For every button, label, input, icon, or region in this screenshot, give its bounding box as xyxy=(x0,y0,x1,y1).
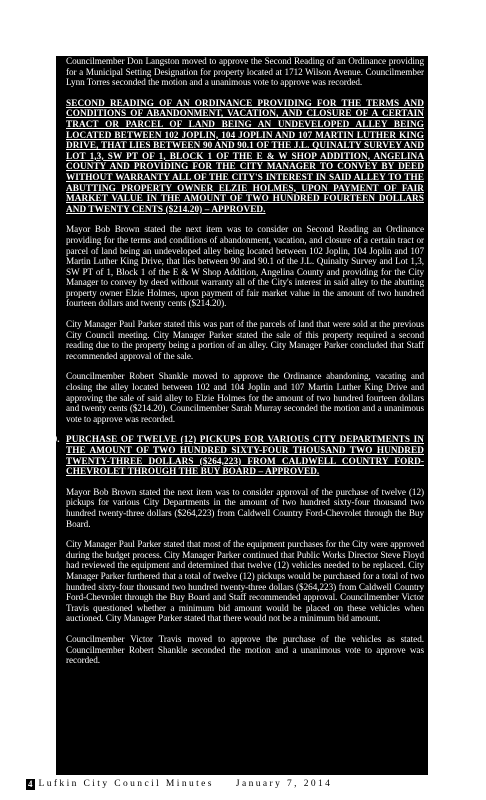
agenda-item-9 xyxy=(48,97,424,215)
agenda-item-10 xyxy=(48,434,424,477)
footer-title: Lufkin City Council Minutes xyxy=(38,779,214,789)
page-footer xyxy=(26,777,332,791)
item-10-paragraph-3: Councilmember Victor Travis moved to approve the purchase of the vehicles as stated. Councilmember Robert Shankle seconded the motion and a unanimous vote to approve was recorded. xyxy=(66,633,424,666)
item-10-paragraph-1: Mayor Bob Brown stated the next item was to consider approval of the purchase of twelve (12) pickups for various City Departments in the amount of two hundred sixty-four thousand two hundred twenty-three dollars ($264,223) from Caldwell Country Ford-Chevrolet through the Buy Board. xyxy=(66,486,424,529)
footer-date: January 7, 2014 xyxy=(235,779,333,789)
item-10-paragraph-2: City Manager Paul Parker stated that most of the equipment purchases for the City were approved during the budget process. City Manager Parker continued that Public Works Director Steve Floyd had reviewed the equipment and determined that twelve (12) vehicles needed to be replaced. City Manager Parker furthered that a total of twelve (12) pickups would be purchased for a total of two hundred sixty-four thousand two hundred twenty-three dollars ($264,223) from Caldwell Country Ford-Chevrolet through the Buy Board and Staff recommended approval. Councilmember Victor Travis questioned whether a minimum bid amount would be placed on these vehicles when auctioned. City Manager Parker stated that there would not be a minimum bid amount. xyxy=(66,539,424,624)
minutes-text-panel xyxy=(48,56,428,775)
item-9-paragraph-3: Councilmember Robert Shankle moved to approve the Ordinance abandoning, vacating and closing the alley located between 102 and 104 Joplin and 107 Martin Luther King Drive and approving the sale of said alley to Elzie Holmes for the amount of two hundred fourteen dollars and twenty cents ($214.20). Councilmember Sarah Murray seconded the motion and a unanimous vote to approve was recorded. xyxy=(66,371,424,424)
item-9-paragraph-2: City Manager Paul Parker stated this was part of the parcels of land that were sold at the previous City Council meeting. City Manager Parker stated the sale of this property required a second reading due to the property being a portion of an alley. City Manager Parker concluded that Staff recommended approval of the sale. xyxy=(66,319,424,361)
item-number: 9. xyxy=(48,97,55,108)
item-number: 10. xyxy=(48,434,60,445)
item-heading: SECOND READING OF AN ORDINANCE PROVIDING FOR THE TERMS AND CONDITIONS OF ABANDONMENT, VACATION, AND CLOSURE OF A CERTAIN TRACT OR PARCEL OF LAND BEING AN UNDEVELOPED ALLEY BEING LOCATED BETWEEN 102 JOPLIN, 104 JOPLIN AND 107 MARTIN LUTHER KING DRIVE, THAT LIES BETWEEN 90 AND 90.1 OF THE J.L. QUINALTY SURVEY AND LOT 1,3, SW PT OF 1, BLOCK 1 OF THE E & W SHOP ADDITION, ANGELINA COUNTY AND PROVIDING FOR THE CITY MANAGER TO CONVEY BY DEED WITHOUT WARRANTY ALL OF THE CITY'S INTEREST IN SAID ALLEY TO THE ABUTTING PROPERTY OWNER ELZIE HOLMES, UPON PAYMENT OF FAIR MARKET VALUE IN THE AMOUNT OF TWO HUNDRED FOURTEEN DOLLARS AND TWENTY CENTS ($214.20) – APPROVED. xyxy=(66,97,424,214)
intro-paragraph: Councilmember Don Langston moved to approve the Second Reading of an Ordinance providing for a Municipal Setting Designation for property located at 1712 Wilson Avenue. Councilmember Lynn Torres seconded the motion and a unanimous vote to approve was recorded. xyxy=(66,56,424,88)
page-number: 4 xyxy=(28,778,33,789)
item-9-paragraph-1: Mayor Bob Brown stated the next item was to consider on Second Reading an Ordinance providing for the terms and conditions of abandonment, vacation, and closure of a certain tract or parcel of land being an undeveloped alley being located between 102 Joplin, 104 Joplin and 107 Martin Luther King Drive, that lies between 90 and 90.1 of the J.L. Quinalty Survey and Lot 1,3, SW PT of 1, Block 1 of the E & W Shop Addition, Angelina County and providing for the City Manager to convey by deed without warranty all of the City's interest in said alley to the abutting property owner Elzie Holmes, upon payment of fair market value in the amount of two hundred fourteen dollars and twenty cents ($214.20). xyxy=(66,224,424,309)
item-heading: PURCHASE OF TWELVE (12) PICKUPS FOR VARIOUS CITY DEPARTMENTS IN THE AMOUNT OF TWO HUNDRED SIXTY-FOUR THOUSAND TWO HUNDRED TWENTY-THREE DOLLARS ($264,223) FROM CALDWELL COUNTRY FORD-CHEVROLET THROUGH THE BUY BOARD – APPROVED. xyxy=(66,434,424,477)
